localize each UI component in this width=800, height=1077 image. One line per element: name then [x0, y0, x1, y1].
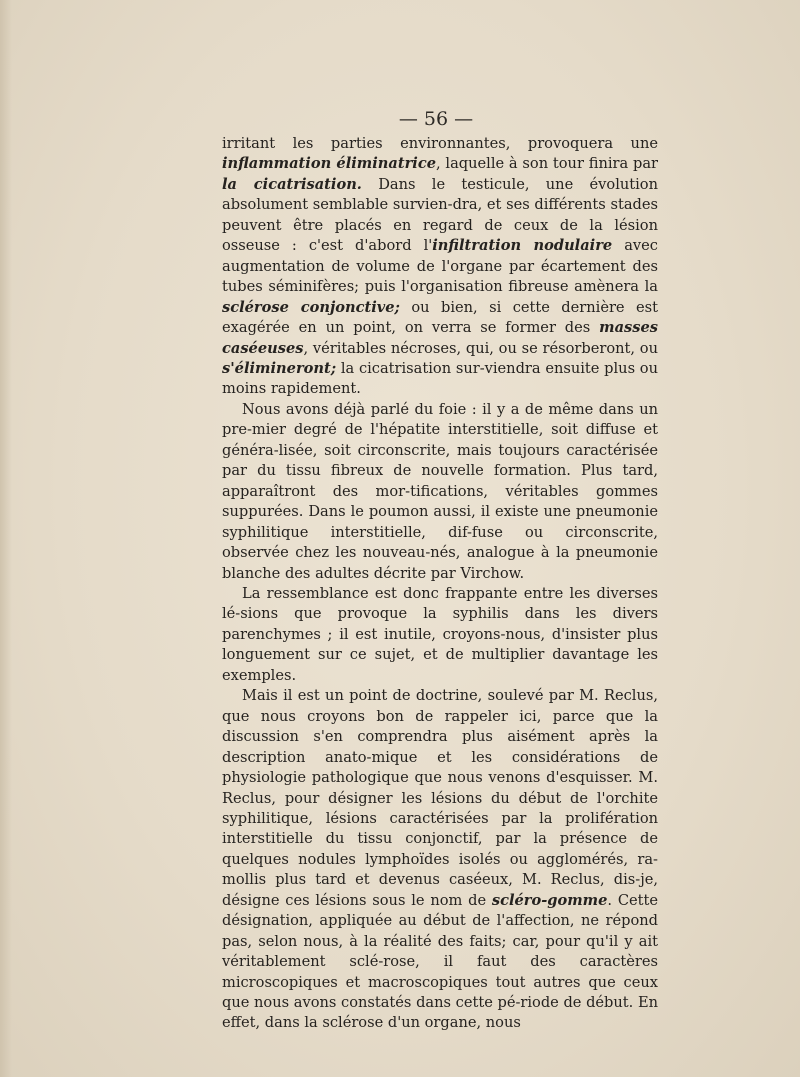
- italic-term: sclérose conjonctive;: [222, 298, 400, 316]
- italic-term: la cicatrisation.: [222, 175, 362, 193]
- italic-term: masses caséeuses: [222, 319, 658, 357]
- text-run: la cicatrisation sur-viendra ensuite plus ou moins rapidement.: [222, 359, 658, 398]
- text-run: avec augmentation de volume de l'organe par écartement des tubes séminifères; puis l'organisation fibreuse amènera la: [222, 237, 658, 296]
- italic-term: infiltration nodulaire: [432, 237, 613, 255]
- paragraph: [222, 686, 658, 1034]
- page-number: — 56 —: [398, 108, 474, 130]
- text-run: . Cette désignation, appliquée au début de l'affection, ne répond pas, selon nous, à la réalité des faits; car, pour qu'il y ait véritablement sclé-rose, il faut des caractères microscopiques et macroscopiques tout autres que ceux que nous avons constatés dans cette pé-riode de début. En effet, dans la sclérose d'un organe, nous: [222, 891, 658, 1032]
- text-run: ou bien, si cette dernière est exagérée en un point, on verra se former des: [222, 298, 658, 337]
- text-run: Mais il est un point de doctrine, soulevé par M. Reclus, que nous croyons bon de rappeler ici, parce que la discussion s'en comprendra plus aisément après la description anato-mique et les considérations de physiologie pathologique que nous venons d'esquisser. M. Reclus, pour désigner les lésions du début de l'orchite syphilitique, lésions caractérisées par la prolifération interstitielle du tissu conjonctif, par la présence de quelques nodules lymphoïdes isolés ou agglomérés, ra-mollis plus tard et devenus caséeux, M. Reclus, dis-je, désigne ces lésions sous le nom de: [222, 687, 658, 909]
- paragraph: [222, 584, 658, 686]
- text-run: Nous avons déjà parlé du foie : il y a de même dans un pre-mier degré de l'hépatite interstitielle, soit diffuse et généra-lisée, soit circonscrite, mais toujours caractérisée par du tissu fibreux de nouvelle formation. Plus tard, apparaîtront des mor-tifications, véritables gommes suppurées. Dans le poumon aussi, il existe une pneumonie syphilitique interstitielle, dif-fuse ou circonscrite, observée chez les nouveau-nés, analogue à la pneumonie blanche des adultes décrite par Virchow.: [222, 400, 658, 582]
- text-run: Dans le testicule, une évolution absolument semblable survien-dra, et ses différents stades peuvent être placés en regard de ceux de la lésion osseuse : c'est d'abord l': [222, 175, 658, 255]
- italic-term: scléro-gomme: [491, 891, 608, 909]
- text-run: , véritables nécroses, qui, ou se résorberont, ou: [303, 339, 658, 357]
- page-fold-shadow: [0, 0, 12, 1077]
- paragraph: [222, 134, 658, 400]
- italic-term: s'élimineront;: [222, 359, 337, 377]
- text-run: , laquelle à son tour finira par: [436, 155, 658, 173]
- text-run: La ressemblance est donc frappante entre les diverses lé-sions que provoque la syphilis dans les divers parenchymes ; il est inutile, croyons-nous, d'insister plus longuement sur ce sujet, et de multiplier davantage les exemples.: [222, 584, 658, 684]
- italic-term: inflammation éliminatrice: [222, 155, 436, 173]
- text-run: irritant les parties environnantes, provoquera une: [222, 135, 658, 152]
- paragraph: [222, 400, 658, 584]
- body-text: [222, 134, 658, 1034]
